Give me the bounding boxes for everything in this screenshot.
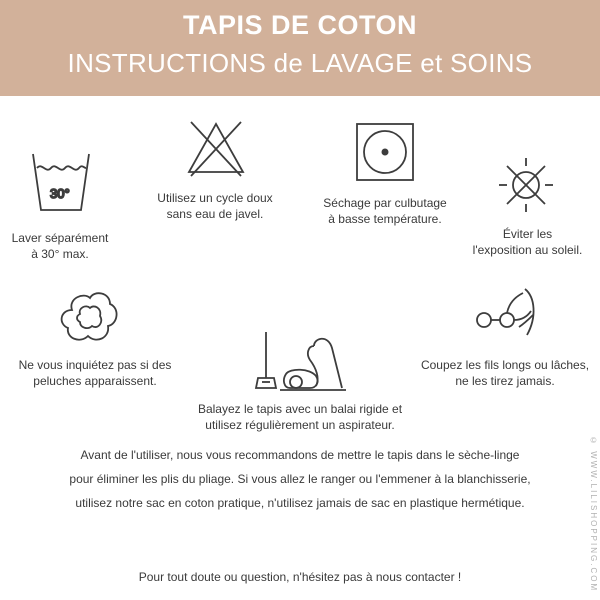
paragraph-line: pour éliminer les plis du pliage. Si vous allez le ranger ou l'emmener à la blanchisserie,	[69, 472, 531, 486]
caption-no-bleach: Utilisez un cycle doux sans eau de javel.	[157, 191, 273, 221]
caption-broom-vacuum: Balayez le tapis avec un balai rigide et utilisez régulièrement un aspirateur.	[197, 402, 403, 432]
caption-scissors: Coupez les fils longs ou lâches, ne les tirez jamais.	[420, 358, 590, 388]
no-bleach-icon	[185, 118, 247, 178]
page-subtitle: INSTRUCTIONS de LAVAGE et SOINS	[67, 48, 533, 78]
no-sun-icon	[497, 156, 555, 214]
tumble-dry-low-icon	[355, 122, 415, 182]
contact-text: Pour tout doute ou question, n'hésitez pas à nous contacter !	[138, 570, 462, 584]
page-title: TAPIS DE COTON	[182, 10, 418, 40]
lint-icon	[58, 288, 120, 346]
header-banner	[0, 0, 600, 96]
broom-vacuum-icon	[250, 330, 350, 394]
scissors-icon	[473, 287, 543, 341]
caption-tumble-dry: Séchage par culbutage à basse température.	[323, 196, 447, 226]
caption-wash: Laver séparément à 30° max.	[11, 231, 109, 261]
paragraph-line: utilisez notre sac en coton pratique, n'utilisez jamais de sac en plastique hermétique.	[75, 496, 525, 510]
instructions-paragraph	[30, 443, 570, 515]
caption-lint: Ne vous inquiétez pas si des peluches apparaissent.	[18, 358, 172, 388]
caption-no-sun: Éviter les l'exposition au soleil.	[472, 227, 583, 257]
wash-30-icon	[30, 150, 92, 214]
paragraph-line: Avant de l'utiliser, nous vous recommandons de mettre le tapis dans le sèche-linge	[80, 448, 520, 462]
wash-temperature-label: 30°	[50, 186, 70, 201]
watermark: © WWW.LILISHOPPING.COM	[589, 436, 598, 593]
